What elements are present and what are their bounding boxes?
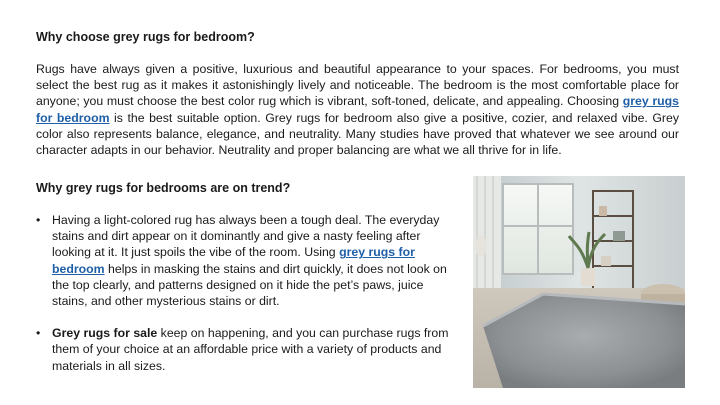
bullet-text-1b: helps in masking the stains and dirt quickly, it does not look on the top clearly, and patterns designed on it hide the pet’s paws, juice stains, and other mysterious stains or dirt. xyxy=(52,261,447,309)
trend-bullet-list xyxy=(36,212,456,374)
bullet-text-1a: Having a light-colored rug has always been a tough deal. The everyday stains and dirt appear on it dominantly and give a nasty feeling after looking at it. It just spoils the vibe of the room. Using xyxy=(52,213,440,260)
intro-text-2: is the best suitable option. Grey rugs for bedroom also give a positive, cozier, and relaxed vibe. Grey color also represents balance, elegance, and neutrality. Many studies have proved that whatever we see around our character adapts in our behavior. Neutrality and proper balancing are what we all thrive for in life. xyxy=(36,110,679,158)
bullet-glyph: • xyxy=(36,213,41,227)
bullet-text-2: keep on happening, and you can purchase rugs from them of your choice at an affordable price with a variety of products and materials in all sizes. xyxy=(52,326,449,373)
section-heading-on-trend: Why grey rugs for bedrooms are on trend? xyxy=(36,181,291,195)
intro-paragraph xyxy=(36,61,679,158)
list-item xyxy=(36,325,456,374)
bullet-bold-text: Grey rugs for sale xyxy=(52,326,158,341)
intro-text-1: Rugs have always given a positive, luxurious and beautiful appearance to your spaces. For bedrooms, you must select the best rug as it makes it astonishingly lively and noticeable. The bedroom is the most comfortable place for anyone; you must choose the best color rug which is vibrant, soft-toned, delicate, and appealing. Choosing xyxy=(36,62,679,109)
bullet-glyph: • xyxy=(36,326,41,341)
section-heading-why-choose: Why choose grey rugs for bedroom? xyxy=(36,30,255,44)
grey-rugs-link[interactable]: grey rugs for bedroom xyxy=(36,94,679,125)
grey-rug-bedroom-photo xyxy=(473,176,685,388)
grey-rugs-link-2[interactable]: grey rugs for bedroom xyxy=(52,245,415,276)
list-item xyxy=(36,212,456,309)
